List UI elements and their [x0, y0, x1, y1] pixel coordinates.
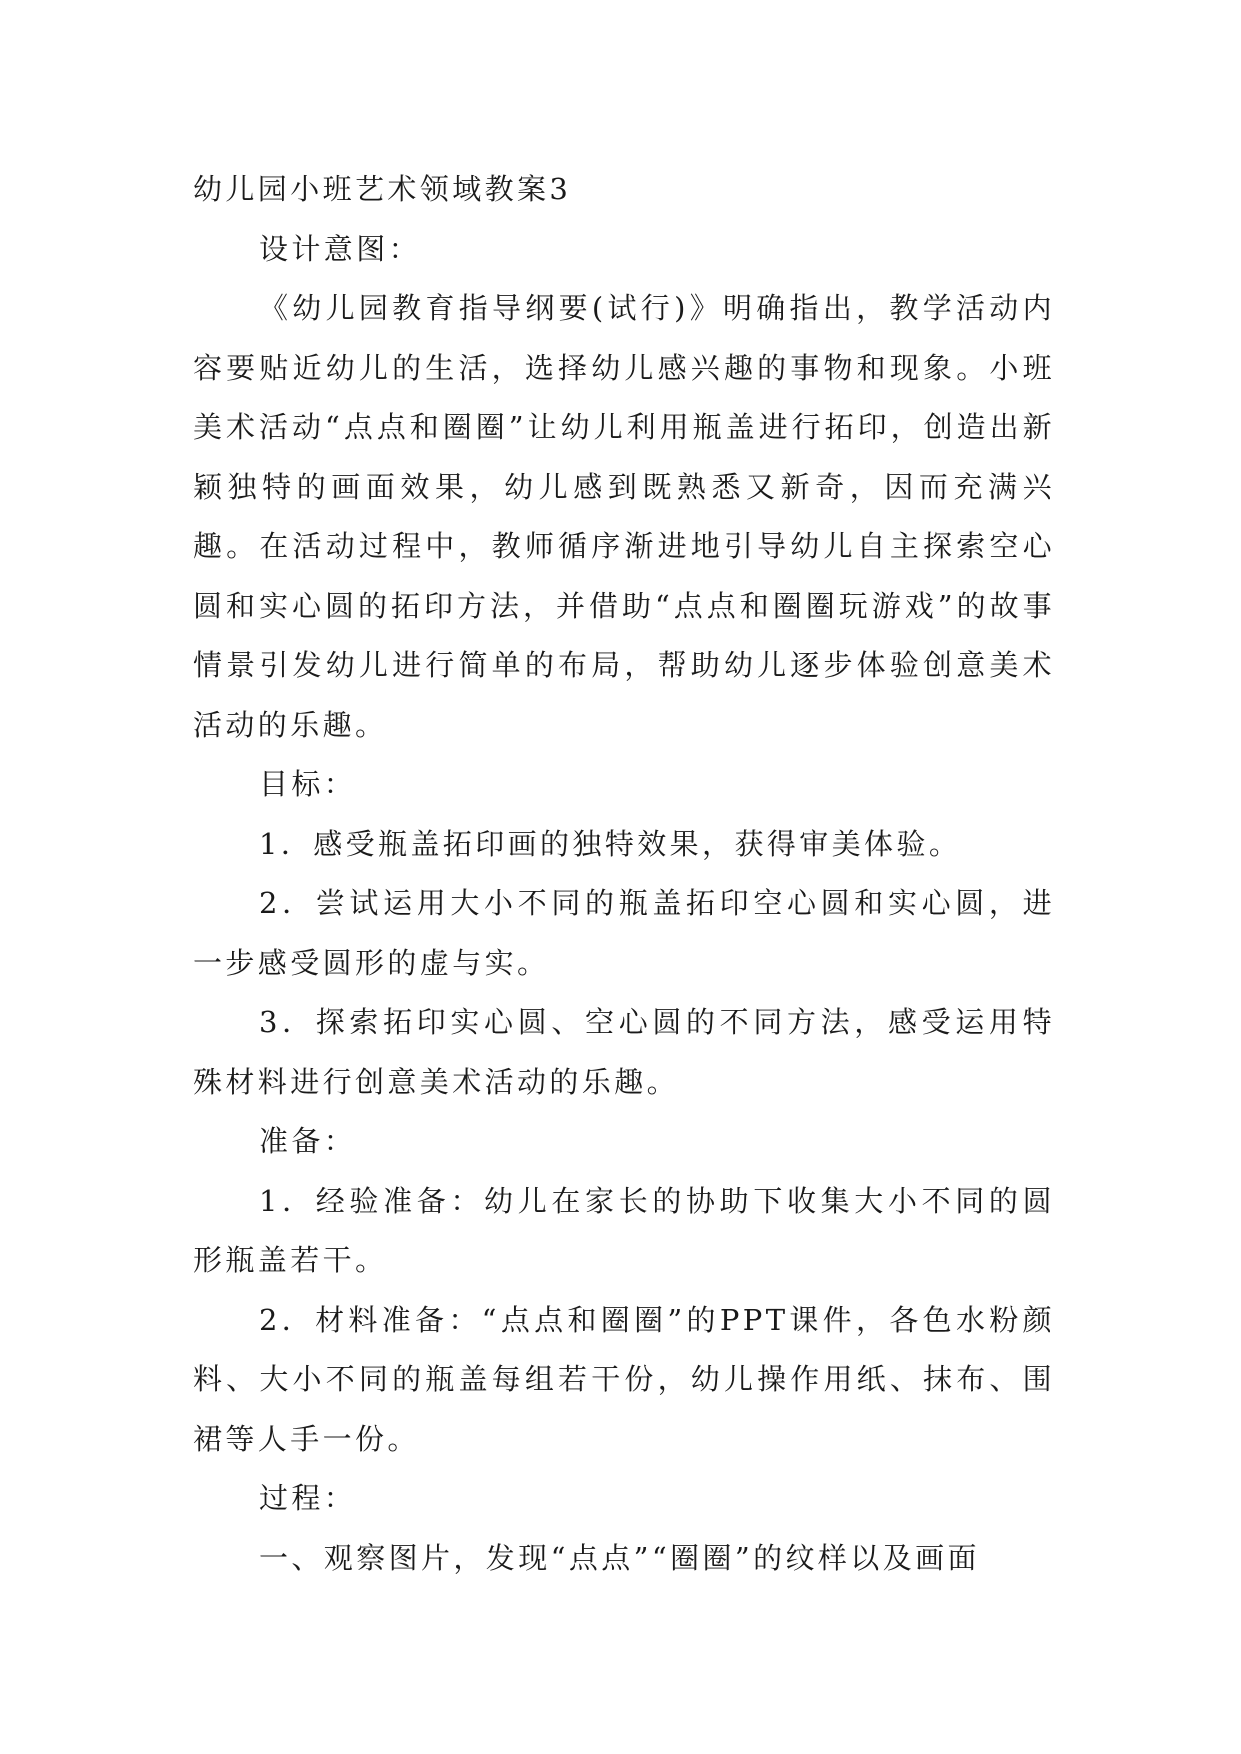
goal-item-1: 1．感受瓶盖拓印画的独特效果，获得审美体验。	[259, 826, 962, 861]
preparation-item-2: 2．材料准备：“点点和圈圈”的PPT课件，各色水粉颜料、大小不同的瓶盖每组若干份，幼儿操作用纸、抹布、围裙等人手一份。	[193, 1302, 1055, 1456]
section-heading-design-intent: 设计意图：	[259, 231, 422, 266]
section-heading-goals: 目标：	[259, 767, 357, 801]
paragraph-design-intent: 《幼儿园教育指导纲要(试行)》明确指出，教学活动内容要贴近幼儿的生活，选择幼儿感兴趣的事物和现象。小班美术活动“点点和圈圈”让幼儿利用瓶盖进行拓印，创造出新颖独特的画面效果，幼儿感到既熟悉又新奇，因而充满兴趣。在活动过程中，教师循序渐进地引导幼儿自主探索空心圆和实心圆的拓印方法，并借助“点点和圈圈玩游戏”的故事情景引发幼儿进行简单的布局，帮助幼儿逐步体验创意美术活动的乐趣。	[193, 291, 1055, 742]
goal-item-3: 3．探索拓印实心圆、空心圆的不同方法，感受运用特殊材料进行创意美术活动的乐趣。	[193, 1005, 1055, 1099]
section-heading-process: 过程：	[259, 1481, 357, 1515]
section-heading-preparation: 准备：	[259, 1124, 357, 1158]
preparation-item-1: 1．经验准备：幼儿在家长的协助下收集大小不同的圆形瓶盖若干。	[193, 1183, 1055, 1277]
goal-item-2: 2．尝试运用大小不同的瓶盖拓印空心圆和实心圆，进一步感受圆形的虚与实。	[193, 886, 1055, 980]
document-title: 幼儿园小班艺术领域教案3	[193, 172, 572, 206]
document-page	[193, 160, 1055, 1588]
process-step-1: 一、观察图片，发现“点点”“圈圈”的纹样以及画面	[259, 1540, 980, 1575]
